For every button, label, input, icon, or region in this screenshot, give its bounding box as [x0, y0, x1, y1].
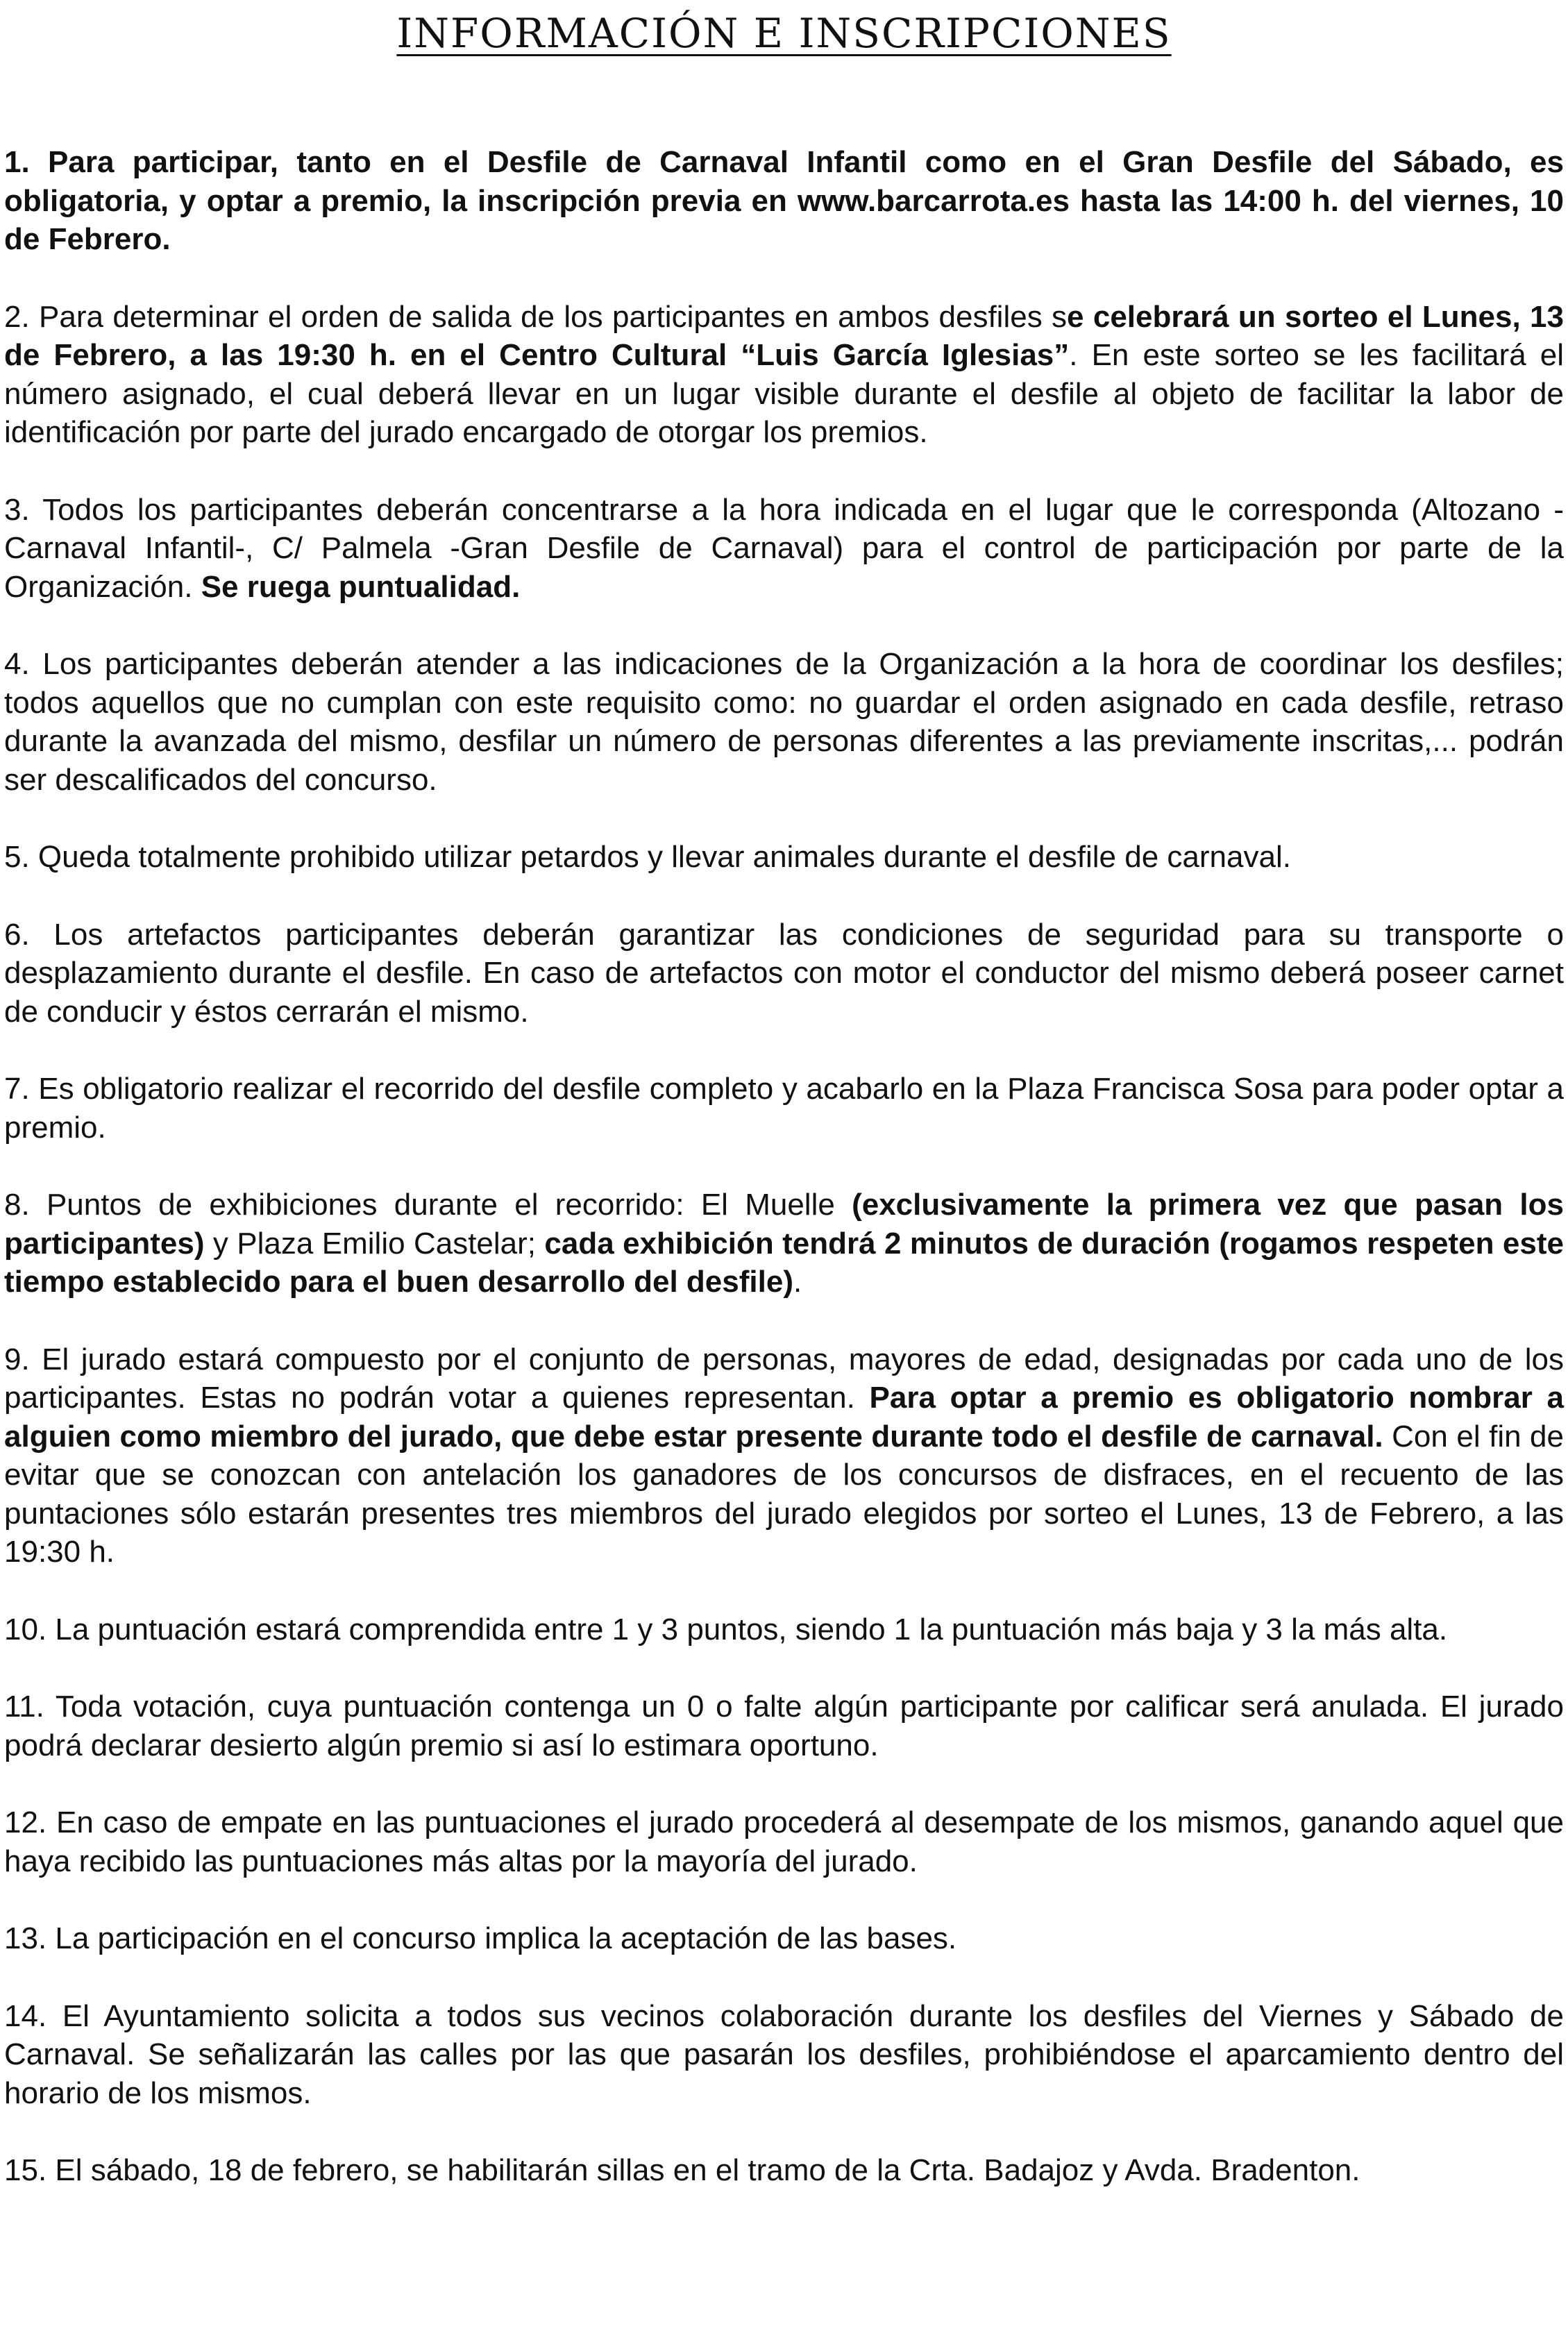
rule-text: 9. El jurado estará compuesto por el conjunto de personas, mayores de edad, designadas por cada uno de los participantes. Estas no podrán votar a quienes representan. [4, 1342, 1564, 1415]
rule-item-13 [4, 1919, 1564, 1958]
rule-item-6 [4, 916, 1564, 1031]
rule-text: 6. Los artefactos participantes deberán garantizar las condiciones de seguridad para su transporte o desplazamiento durante el desfile. En caso de artefactos con motor el conductor del mismo deberá poseer carnet de conducir y éstos cerrarán el mismo. [4, 917, 1564, 1029]
rule-text: 8. Puntos de exhibiciones durante el recorrido: El Muelle [4, 1188, 852, 1222]
rule-text: 3. Todos los participantes deberán concentrarse a la hora indicada en el lugar que le corresponda (Altozano -Carnaval Infantil-, C/ Palmela -Gran Desfile de Carnaval) para el control de participación por parte de la Organización. [4, 492, 1564, 604]
rule-text: 15. El sábado, 18 de febrero, se habilitarán sillas en el tramo de la Crta. Badajoz y Avda. Bradenton. [4, 2153, 1360, 2187]
rule-text-bold: Para optar a premio es obligatorio nombrar a alguien como miembro del jurado, que debe estar presente durante todo el desfile de carnaval. [4, 1381, 1564, 1454]
rule-text: Con el fin de evitar que se conozcan con antelación los ganadores de los concursos de disfraces, en el recuento de las puntaciones sólo estarán presentes tres miembros del jurado elegidos por sorteo el Lunes, 13 de Febrero, a las 19:30 h. [4, 1419, 1565, 1569]
rule-text-bold: 1. Para participar, tanto en el Desfile de Carnaval Infantil como en el Gran Desfile del Sábado, es obligatoria, y optar a premio, la inscripción previa en www.barcarrota.es hasta las 14:00 h. del viernes, 10 de Febrero. [4, 145, 1564, 256]
rule-item-9 [4, 1340, 1564, 1572]
rule-text-bold: e celebrará un sorteo el Lunes, 13 de Febrero, a las 19:30 h. en el Centro Cultural “Luis García Iglesias” [4, 299, 1564, 372]
rule-text: 13. La participación en el concurso implica la aceptación de las bases. [4, 1921, 957, 1955]
rule-item-8 [4, 1186, 1564, 1302]
rule-text: . En este sorteo se les facilitará el número asignado, el cual deberá llevar en un lugar visible durante el desfile al objeto de facilitar la labor de identificación por parte del jurado encargado de otorgar los premios. [4, 338, 1564, 449]
rule-item-11 [4, 1687, 1564, 1765]
rule-item-3 [4, 491, 1564, 607]
rule-text-bold: Se ruega puntualidad. [201, 569, 521, 604]
rule-text-bold: cada exhibición tendrá 2 minutos de duración (rogamos respeten este tiempo establecido para el buen desarrollo del desfile) [4, 1226, 1564, 1299]
rule-text: 2. Para determinar el orden de salida de los participantes en ambos desfiles s [4, 299, 1068, 334]
rule-item-1 [4, 143, 1564, 259]
rule-item-15 [4, 2151, 1564, 2190]
rule-text: 10. La puntuación estará comprendida entre 1 y 3 puntos, siendo 1 la puntuación más baja y 3 la más alta. [4, 1612, 1448, 1646]
rule-item-7 [4, 1070, 1564, 1147]
rule-item-2 [4, 298, 1564, 452]
rule-text: y Plaza Emilio Castelar; [204, 1226, 545, 1261]
rule-text: . [793, 1265, 802, 1299]
rule-text: 14. El Ayuntamiento solicita a todos sus vecinos colaboración durante los desfiles del Viernes y Sábado de Carnaval. Se señalizarán las calles por las que pasarán los desfiles, prohibiéndose el aparcamiento dentro del horario de los mismos. [4, 1998, 1564, 2110]
page-title [4, 0, 1564, 61]
page-title-text: INFORMACIÓN E INSCRIPCIONES [396, 10, 1172, 57]
rule-text: 4. Los participantes deberán atender a las indicaciones de la Organización a la hora de coordinar los desfiles; todos aquellos que no cumplan con este requisito como: no guardar el orden asignado en cada desfile, retraso durante la avanzada del mismo, desfilar un número de personas diferentes a las previamente inscritas,... podrán ser descalificados del concurso. [4, 647, 1564, 797]
rules-list [4, 143, 1564, 2190]
rule-item-14 [4, 1997, 1564, 2113]
rule-text: 7. Es obligatorio realizar el recorrido del desfile completo y acabarlo en la Plaza Francisca Sosa para poder optar a premio. [4, 1072, 1564, 1145]
rule-text: 12. En caso de empate en las puntuaciones el jurado procederá al desempate de los mismos, ganando aquel que haya recibido las puntuaciones más altas por la mayoría del jurado. [4, 1805, 1564, 1878]
rule-item-4 [4, 645, 1564, 799]
rule-item-12 [4, 1803, 1564, 1880]
rule-text: 11. Toda votación, cuya puntuación contenga un 0 o falte algún participante por calificar será anulada. El jurado podrá declarar desierto algún premio si así lo estimara oportuno. [4, 1690, 1564, 1762]
rule-text-bold: (exclusivamente la primera vez que pasan los participantes) [4, 1188, 1564, 1261]
rule-item-10 [4, 1610, 1564, 1649]
rule-text: 5. Queda totalmente prohibido utilizar petardos y llevar animales durante el desfile de carnaval. [4, 840, 1291, 874]
rule-item-5 [4, 838, 1564, 877]
